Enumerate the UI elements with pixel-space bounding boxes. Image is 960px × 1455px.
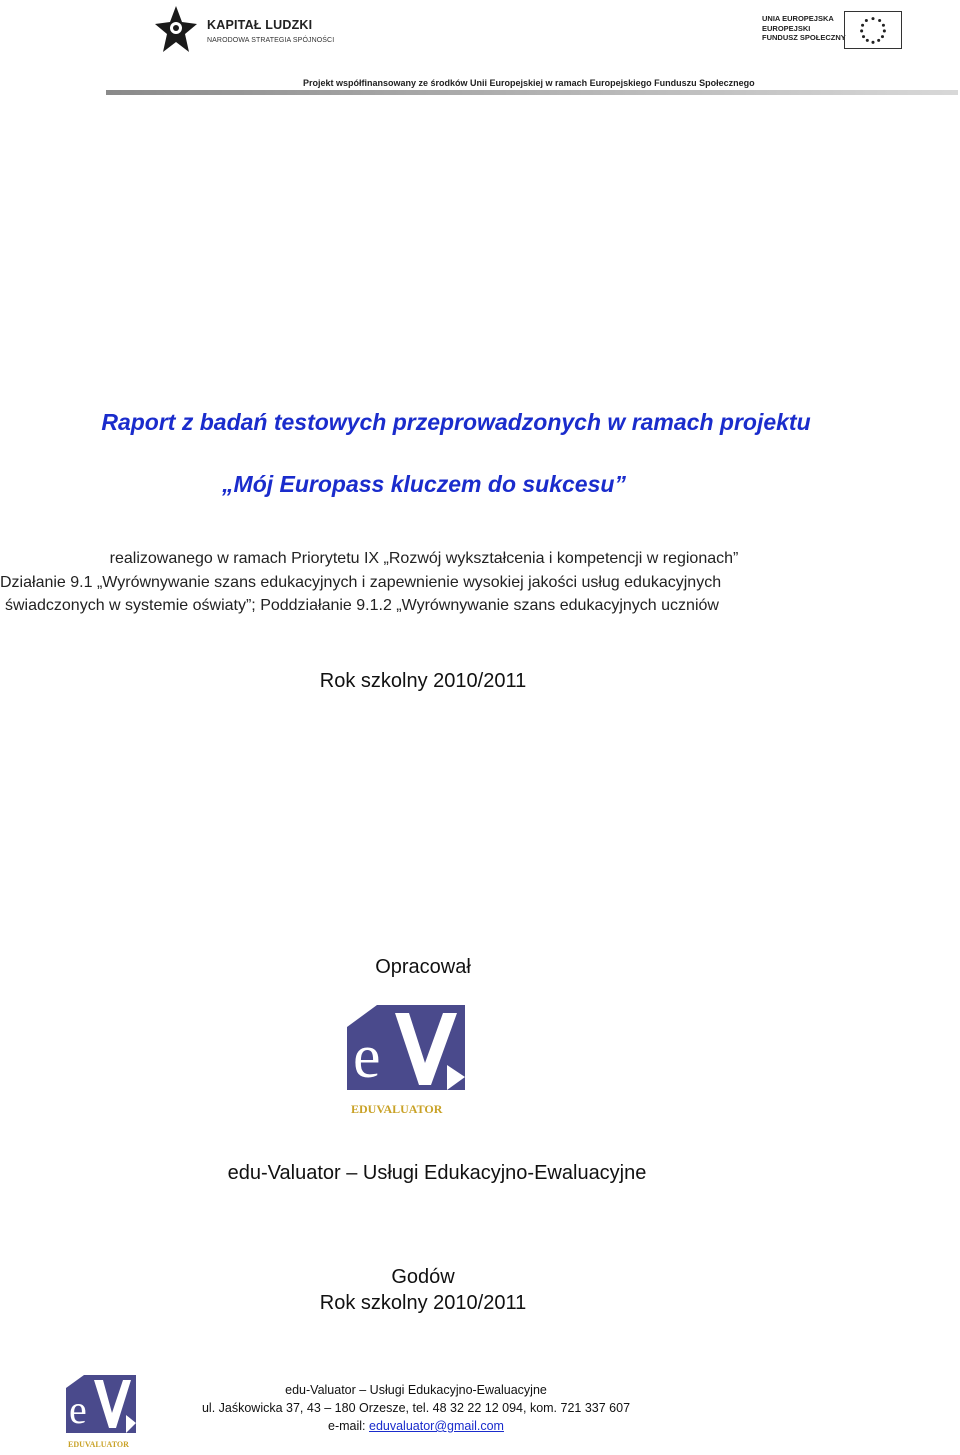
- company-name: edu-Valuator – Usługi Edukacyjno-Ewaluacyjne: [227, 1162, 647, 1184]
- project-name: „Mój Europass kluczem do sukcesu”: [222, 471, 626, 497]
- eu-logo: [758, 10, 903, 50]
- footer-eduvaluator-logo: [66, 1375, 136, 1450]
- svg-text:e: e: [69, 1387, 87, 1432]
- eduvaluator-logo: [347, 1005, 465, 1120]
- header-divider: [106, 90, 958, 95]
- prepared-by-label: Opracował: [375, 956, 471, 978]
- description-line-1: realizowanego w ramach Priorytetu IX „Rozwój wykształcenia i kompetencji w regionach”: [109, 550, 739, 567]
- description-line-3: świadczonych w systemie oświaty”; Poddziałanie 9.1.2 „Wyrównywanie szans edukacyjnych uczniów: [5, 597, 719, 614]
- eu-logo-line2: EUROPEJSKI: [762, 23, 811, 33]
- footer-contact: [186, 1419, 646, 1433]
- kapital-ludzki-title: KAPITAŁ LUDZKI: [207, 18, 313, 32]
- kapital-ludzki-logo: [155, 4, 340, 56]
- school-year-bottom: Rok szkolny 2010/2011: [319, 1292, 527, 1314]
- eu-logo-text: [762, 14, 846, 43]
- school-year: Rok szkolny 2010/2011: [319, 670, 527, 692]
- kapital-ludzki-star-icon: [155, 4, 197, 54]
- city: Godów: [391, 1266, 455, 1288]
- footer-address: ul. Jaśkowicka 37, 43 – 180 Orzesze, tel. 48 32 22 12 094, kom. 721 337 607: [201, 1401, 631, 1415]
- footer-logo-text: EDUVALUATOR: [68, 1440, 129, 1449]
- footer-email-label: e-mail:: [328, 1419, 366, 1433]
- svg-text:e: e: [353, 1023, 381, 1091]
- kapital-ludzki-subtitle: NARODOWA STRATEGIA SPÓJNOŚCI: [207, 37, 335, 44]
- report-title: Raport z badań testowych przeprowadzonych w ramach projektu: [101, 409, 811, 435]
- cofinancing-note: Projekt współfinansowany ze środków Unii Europejskiej w ramach Europejskiego Funduszu Społecznego: [303, 78, 755, 88]
- footer-email-link[interactable]: eduvaluator@gmail.com: [369, 1419, 504, 1433]
- description-line-2: Działanie 9.1 „Wyrównywanie szans edukacyjnych i zapewnienie wysokiej jakości usług edukacyjnych: [0, 574, 722, 591]
- eu-flag-icon: [844, 11, 902, 49]
- eu-logo-line1: UNIA EUROPEJSKA: [762, 14, 834, 23]
- footer-company: edu-Valuator – Usługi Edukacyjno-Ewaluacyjne: [285, 1383, 547, 1397]
- eu-logo-line3: FUNDUSZ SPOŁECZNY: [762, 33, 846, 42]
- eduvaluator-logo-text: EDUVALUATOR: [351, 1102, 443, 1116]
